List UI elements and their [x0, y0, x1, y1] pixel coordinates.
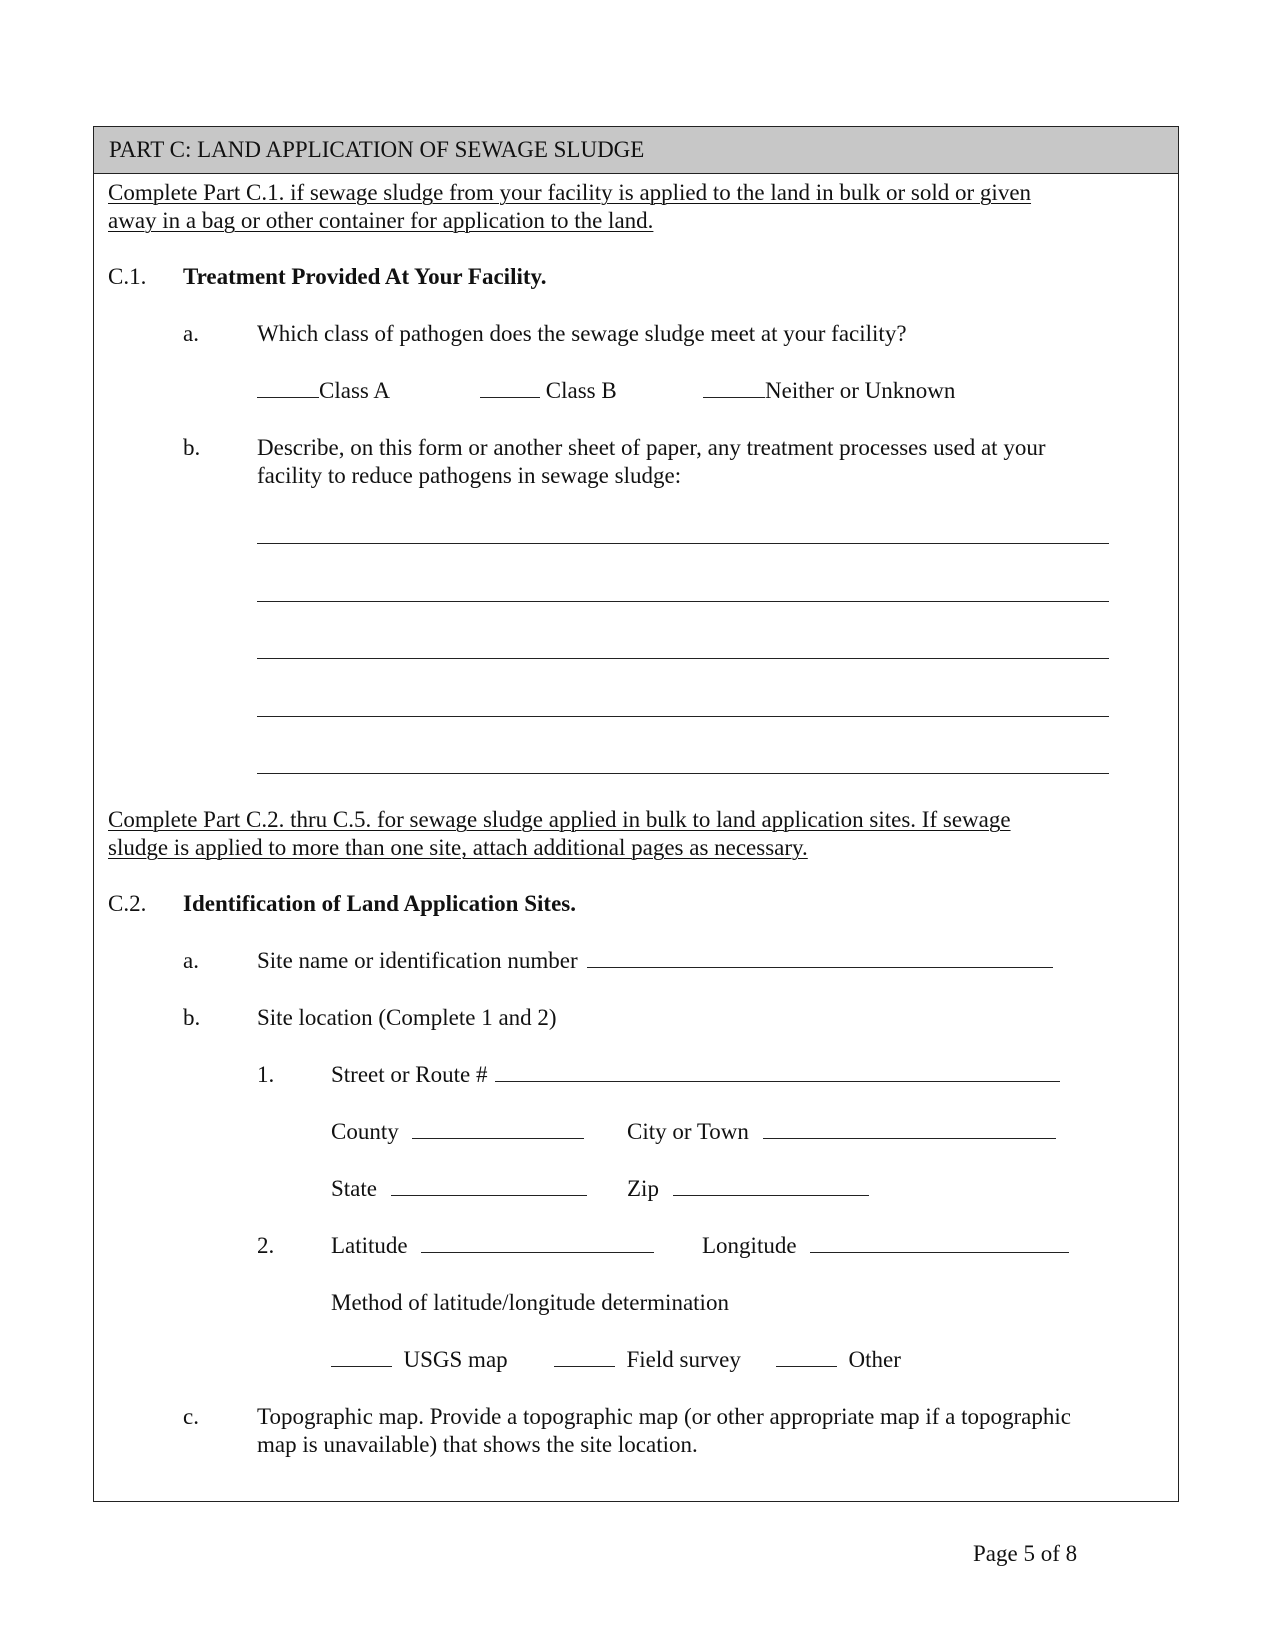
class-a-blank[interactable]	[257, 377, 319, 398]
usgs-option[interactable]	[331, 1346, 508, 1374]
zip-label: Zip	[627, 1176, 659, 1201]
class-a-option[interactable]	[257, 377, 390, 405]
describe-line-5[interactable]	[257, 773, 1109, 774]
latitude-label: Latitude	[331, 1233, 408, 1258]
zip-field	[627, 1175, 869, 1203]
describe-line-1[interactable]	[257, 543, 1109, 544]
class-b-blank[interactable]	[480, 377, 540, 398]
county-field	[331, 1118, 584, 1146]
neither-label: Neither or Unknown	[765, 378, 956, 403]
class-b-option[interactable]	[480, 377, 617, 405]
street-field	[331, 1061, 1060, 1089]
site-name-input[interactable]	[587, 947, 1053, 968]
c1a-letter: a.	[183, 321, 199, 346]
city-label: City or Town	[627, 1119, 749, 1144]
c1b-letter: b.	[183, 435, 201, 460]
city-input[interactable]	[763, 1118, 1056, 1139]
describe-line-2[interactable]	[257, 601, 1109, 602]
neither-blank[interactable]	[703, 377, 765, 398]
other-option[interactable]	[776, 1346, 901, 1374]
describe-line-4[interactable]	[257, 716, 1109, 717]
other-label: Other	[848, 1347, 901, 1372]
class-a-label: Class A	[319, 378, 390, 403]
county-label: County	[331, 1119, 399, 1144]
c1b-line2: facility to reduce pathogens in sewage sludge:	[257, 463, 682, 488]
longitude-field	[702, 1232, 1069, 1260]
usgs-blank[interactable]	[331, 1346, 392, 1367]
c2b-letter: b.	[183, 1005, 201, 1030]
item-1-number: 1.	[257, 1062, 275, 1087]
c2c-letter: c.	[183, 1404, 199, 1429]
latitude-field	[331, 1232, 654, 1260]
intro-c2-line1: Complete Part C.2. thru C.5. for sewage sludge applied in bulk to land application sites. If sewage	[108, 807, 1011, 832]
street-input[interactable]	[495, 1061, 1060, 1082]
c1b-line1: Describe, on this form or another sheet of paper, any treatment processes used at your	[257, 435, 1046, 460]
county-input[interactable]	[412, 1118, 584, 1139]
field-survey-option[interactable]	[554, 1346, 741, 1374]
state-input[interactable]	[391, 1175, 587, 1196]
longitude-label: Longitude	[702, 1233, 797, 1258]
state-field	[331, 1175, 587, 1203]
describe-line-3[interactable]	[257, 658, 1109, 659]
site-name-label: Site name or identification number	[257, 948, 578, 973]
intro-c1-line2: away in a bag or other container for application to the land.	[108, 208, 654, 233]
neither-option[interactable]	[703, 377, 955, 405]
site-name-field	[257, 947, 1053, 975]
class-b-label: Class B	[545, 378, 617, 403]
c2a-letter: a.	[183, 948, 199, 973]
page-number: Page 5 of 8	[973, 1541, 1078, 1566]
field-survey-label: Field survey	[626, 1347, 741, 1372]
item-2-number: 2.	[257, 1233, 275, 1258]
c2-number: C.2.	[108, 891, 147, 916]
field-survey-blank[interactable]	[554, 1346, 615, 1367]
method-label: Method of latitude/longitude determination	[331, 1290, 729, 1315]
state-label: State	[331, 1176, 377, 1201]
c2c-line2: map is unavailable) that shows the site location.	[257, 1432, 698, 1457]
section-header: PART C: LAND APPLICATION OF SEWAGE SLUDGE	[94, 127, 1178, 174]
site-location-label: Site location (Complete 1 and 2)	[257, 1005, 557, 1030]
longitude-input[interactable]	[810, 1232, 1069, 1253]
c1a-question: Which class of pathogen does the sewage sludge meet at your facility?	[257, 321, 907, 346]
c1-number: C.1.	[108, 264, 147, 289]
c1-title: Treatment Provided At Your Facility.	[183, 264, 547, 289]
street-label: Street or Route #	[331, 1062, 488, 1087]
latitude-input[interactable]	[421, 1232, 654, 1253]
intro-c2-line2: sludge is applied to more than one site, attach additional pages as necessary.	[108, 835, 808, 860]
city-field	[627, 1118, 1056, 1146]
zip-input[interactable]	[673, 1175, 869, 1196]
other-blank[interactable]	[776, 1346, 837, 1367]
c2c-line1: Topographic map. Provide a topographic map (or other appropriate map if a topographic	[257, 1404, 1071, 1429]
intro-c1-line1: Complete Part C.1. if sewage sludge from your facility is applied to the land in bulk or sold or given	[108, 180, 1032, 205]
c2-title: Identification of Land Application Sites.	[183, 891, 576, 916]
usgs-label: USGS map	[403, 1347, 508, 1372]
